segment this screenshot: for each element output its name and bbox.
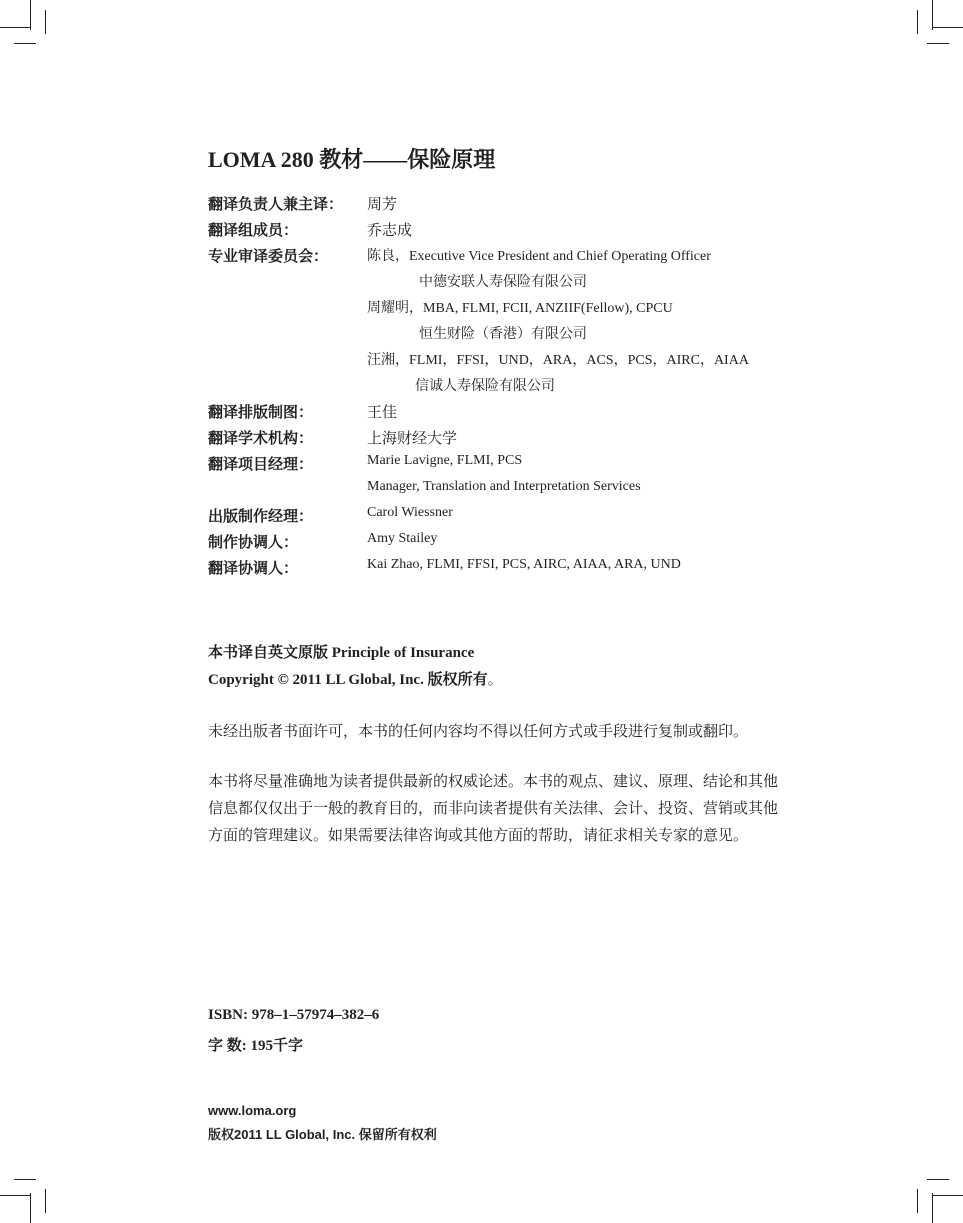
committee-org-row [208, 271, 808, 297]
copyright-line [208, 668, 503, 695]
crop-mark [933, 27, 963, 28]
credit-value: Amy Stailey [367, 531, 438, 546]
crop-mark [932, 1193, 933, 1223]
reproduction-notice: 未经出版者书面许可，本书的任何内容均不得以任何方式或手段进行复制或翻印。 [208, 724, 749, 740]
credit-value: 周芳 [367, 197, 398, 213]
credit-label: 翻译协调人： [208, 561, 299, 577]
crop-mark [45, 1189, 46, 1213]
crop-mark [30, 1193, 31, 1223]
credit-label: 翻译排版制图： [208, 405, 314, 421]
credit-project-manager-title [208, 479, 808, 505]
committee-member-name: 周耀明，MBA, FLMI, FCII, ANZIIF(Fellow), CPCU [367, 301, 673, 316]
crop-mark [927, 1179, 949, 1180]
committee-org-row [208, 323, 808, 349]
credit-review-committee [208, 245, 808, 271]
credit-value: 上海财经大学 [367, 431, 458, 447]
credit-project-manager [208, 453, 808, 479]
credit-lead-translator [208, 193, 808, 219]
credit-value: Manager, Translation and Interpretation Services [367, 479, 641, 494]
committee-org-row [208, 375, 808, 401]
copyright-period: 。 [487, 672, 503, 688]
book-info [208, 1007, 379, 1061]
credit-team-members [208, 219, 808, 245]
credit-value: 王佳 [367, 405, 398, 421]
credits-list [208, 193, 808, 583]
footer [208, 1103, 437, 1145]
original-title-line: 本书译自英文原版 Principle of Insurance [208, 645, 475, 661]
committee-member-row [208, 297, 808, 323]
word-count-line: 字 数: 195千字 [208, 1038, 303, 1054]
website-url: www.loma.org [208, 1103, 297, 1118]
isbn-line: ISBN: 978–1–57974–382–6 [208, 1007, 380, 1023]
credit-label: 翻译学术机构： [208, 431, 314, 447]
crop-mark [933, 1195, 963, 1196]
copyright-text: Copyright © 2011 LL Global, Inc. 版权所有 [208, 672, 488, 688]
crop-mark [927, 43, 949, 44]
credit-value: 乔志成 [367, 223, 413, 239]
committee-member-row [208, 349, 808, 375]
page-title: LOMA 280 教材——保险原理 [208, 147, 496, 172]
crop-mark [0, 1195, 30, 1196]
credit-value: Marie Lavigne, FLMI, PCS [367, 453, 523, 468]
crop-mark [14, 1179, 36, 1180]
credit-label: 翻译负责人兼主译： [208, 197, 344, 213]
crop-mark [917, 1189, 918, 1213]
crop-mark [30, 0, 31, 30]
crop-mark [0, 27, 30, 28]
crop-mark [932, 0, 933, 30]
committee-member-org: 恒生财险（香港）有限公司 [419, 327, 587, 342]
credit-label: 出版制作经理： [208, 509, 314, 525]
committee-member-name: 汪湘，FLMI，FFSI，UND，ARA，ACS，PCS，AIRC，AIAA [367, 353, 749, 368]
credit-layout-graphics [208, 401, 808, 427]
crop-mark [14, 43, 36, 44]
committee-member-org: 中德安联人寿保险有限公司 [419, 275, 587, 290]
credit-production-coordinator [208, 531, 808, 557]
credit-production-manager [208, 505, 808, 531]
credit-label: 制作协调人： [208, 535, 299, 551]
committee-member-name: 陈良，Executive Vice President and Chief Operating Officer [367, 249, 711, 264]
credit-label: 翻译组成员： [208, 223, 299, 239]
crop-mark [45, 10, 46, 34]
rights-line: 版权2011 LL Global, Inc. 保留所有权利 [208, 1127, 437, 1142]
credit-label: 翻译项目经理： [208, 457, 314, 473]
credit-value: Kai Zhao, FLMI, FFSI, PCS, AIRC, AIAA, ARA, UND [367, 557, 681, 572]
committee-member-org: 信诚人寿保险有限公司 [415, 379, 555, 394]
original-edition-info [208, 641, 503, 695]
disclaimer-paragraph: 本书将尽量准确地为读者提供最新的权威论述。本书的观点、建议、原理、结论和其他信息都仅仅出于一般的教育目的，而非向读者提供有关法律、会计、投资、营销或其他方面的管理建议。如果需要法律咨询或其他方面的帮助，请征求相关专家的意见。 [208, 774, 779, 844]
credit-label: 专业审译委员会： [208, 249, 329, 265]
credit-translation-coordinator [208, 557, 808, 583]
credit-academic-institution [208, 427, 808, 453]
crop-mark [917, 10, 918, 34]
credit-value: Carol Wiessner [367, 505, 453, 520]
